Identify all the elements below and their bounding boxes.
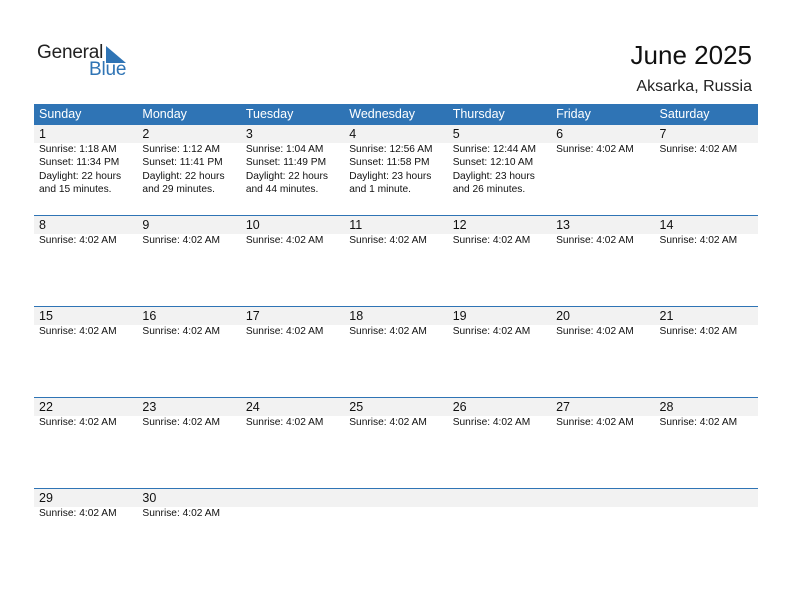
day-info-line: Daylight: 22 hours (142, 170, 225, 182)
day-number: 16 (142, 309, 157, 323)
day-cell (34, 216, 137, 247)
day-cell (448, 489, 551, 520)
day-info-line: Sunrise: 4:02 AM (556, 417, 634, 428)
day-number: 19 (452, 309, 467, 323)
day-number: 7 (659, 127, 667, 141)
day-info-line: Sunrise: 4:02 AM (245, 326, 324, 337)
day-info-line: Sunrise: 4:02 AM (349, 417, 427, 428)
calendar-grid (34, 104, 758, 579)
day-info-line: Sunrise: 4:02 AM (349, 326, 427, 337)
week-row (34, 488, 758, 579)
day-info-line: Sunrise: 1:04 AM (245, 144, 324, 155)
day-info-line: Sunset: 11:41 PM (142, 157, 223, 169)
day-cell (137, 398, 240, 429)
day-number (556, 489, 654, 507)
day-cell (655, 125, 758, 196)
day-cell (448, 398, 551, 429)
week-row (34, 215, 758, 306)
day-number: 3 (245, 127, 253, 141)
day-info-line: Sunrise: 4:02 AM (245, 417, 324, 428)
day-cell (448, 216, 551, 247)
day-cell (241, 398, 344, 429)
day-number (660, 489, 758, 507)
location-label: Aksarka, Russia (636, 78, 752, 95)
day-info-line: Daylight: 23 hours (452, 170, 535, 182)
day-cell (344, 489, 447, 520)
day-number (453, 489, 551, 507)
day-cell (655, 216, 758, 247)
day-cell (551, 489, 654, 520)
day-cell (448, 307, 551, 338)
weekday-header: Friday (556, 107, 591, 121)
day-info-line: Sunrise: 4:02 AM (142, 417, 221, 428)
day-number: 17 (245, 309, 260, 323)
day-number: 2 (142, 127, 150, 141)
day-info-line: Sunrise: 12:56 AM (349, 144, 433, 155)
day-number: 18 (349, 309, 364, 323)
day-info-line: Sunrise: 4:02 AM (39, 235, 117, 246)
day-cell (655, 398, 758, 429)
week-row (34, 125, 758, 215)
day-info-line: Sunrise: 4:02 AM (452, 417, 531, 428)
day-number (349, 489, 447, 507)
logo-text-general: General (37, 42, 104, 63)
day-number: 30 (142, 491, 157, 505)
day-info-line: Sunrise: 4:02 AM (452, 326, 531, 337)
day-info-line: and 15 minutes. (39, 183, 112, 195)
weekday-header-row (34, 104, 758, 125)
week-row (34, 397, 758, 488)
day-info-line: Sunrise: 1:18 AM (39, 144, 117, 155)
day-info-line: Daylight: 23 hours (349, 170, 432, 182)
day-cell (137, 489, 240, 520)
day-info-line: Sunrise: 4:02 AM (556, 235, 634, 246)
day-cell (655, 489, 758, 520)
day-number: 10 (245, 218, 260, 232)
day-cell (241, 307, 344, 338)
day-info-line: Sunrise: 4:02 AM (659, 326, 738, 337)
day-info-line: Sunrise: 4:02 AM (245, 235, 324, 246)
day-info-line: Sunrise: 4:02 AM (452, 235, 531, 246)
day-info-line: and 44 minutes. (245, 183, 319, 195)
day-info-line: Sunrise: 4:02 AM (556, 326, 634, 337)
day-number: 5 (452, 127, 460, 141)
day-number: 4 (349, 127, 357, 141)
day-cell (551, 307, 654, 338)
day-info-line: and 29 minutes. (142, 183, 215, 195)
day-cell (34, 307, 137, 338)
day-number: 14 (659, 218, 674, 232)
logo-text-blue: Blue (89, 59, 127, 80)
day-info-line: Sunrise: 12:44 AM (452, 144, 536, 155)
day-number: 26 (452, 400, 467, 414)
day-cell (344, 216, 447, 247)
day-number: 1 (39, 127, 46, 141)
day-info-line: Sunset: 11:34 PM (39, 157, 120, 169)
day-cell (448, 125, 551, 196)
weeks-container (34, 125, 758, 579)
day-number: 15 (39, 309, 53, 323)
weekday-header: Thursday (452, 107, 505, 121)
day-cell (344, 125, 447, 196)
day-info-line: and 26 minutes. (452, 183, 526, 195)
page-title: June 2025 (630, 40, 752, 70)
day-cell (344, 398, 447, 429)
day-number: 8 (39, 218, 46, 232)
day-info-line: Sunrise: 4:02 AM (659, 235, 738, 246)
generalblue-logo (37, 42, 137, 82)
day-number: 11 (349, 218, 363, 232)
day-cell (551, 216, 654, 247)
day-number: 13 (556, 218, 571, 232)
day-number: 6 (556, 127, 564, 141)
day-info-line: and 1 minute. (349, 183, 411, 195)
weekday-header: Sunday (39, 107, 82, 121)
day-number (246, 489, 344, 507)
day-number: 12 (452, 218, 467, 232)
day-info-line: Sunrise: 4:02 AM (39, 508, 117, 519)
day-number: 27 (556, 400, 571, 414)
day-info-line: Sunrise: 4:02 AM (142, 326, 221, 337)
day-cell (551, 125, 654, 196)
day-number: 23 (142, 400, 157, 414)
day-number: 20 (556, 309, 571, 323)
day-info-line: Sunrise: 4:02 AM (39, 326, 117, 337)
weekday-header: Saturday (659, 107, 710, 121)
day-cell (137, 125, 240, 196)
day-cell (137, 216, 240, 247)
day-info-line: Sunrise: 4:02 AM (142, 508, 221, 519)
day-number: 28 (659, 400, 674, 414)
day-cell (655, 307, 758, 338)
week-days (34, 216, 758, 247)
day-info-line: Daylight: 22 hours (39, 170, 122, 182)
day-number: 29 (39, 491, 53, 505)
day-cell (241, 489, 344, 520)
day-number: 25 (349, 400, 364, 414)
day-info-line: Sunrise: 4:02 AM (39, 417, 117, 428)
week-days (34, 125, 758, 196)
weekday-header: Wednesday (349, 107, 416, 121)
day-cell (137, 307, 240, 338)
week-days (34, 307, 758, 338)
day-number: 22 (39, 400, 53, 414)
week-row (34, 306, 758, 397)
day-info-line: Sunset: 11:58 PM (349, 157, 430, 169)
day-info-line: Sunrise: 1:12 AM (142, 144, 221, 155)
day-info-line: Sunrise: 4:02 AM (349, 235, 427, 246)
day-info-line: Sunset: 11:49 PM (245, 157, 327, 169)
day-cell (34, 489, 137, 520)
day-info-line: Sunrise: 4:02 AM (659, 417, 738, 428)
day-number: 21 (659, 309, 674, 323)
day-number: 9 (142, 218, 150, 232)
weekday-header: Monday (142, 107, 187, 121)
day-cell (34, 398, 137, 429)
day-number: 24 (245, 400, 260, 414)
week-days (34, 489, 758, 520)
day-info-line: Sunrise: 4:02 AM (142, 235, 221, 246)
day-info-line: Sunset: 12:10 AM (452, 157, 534, 169)
day-info-line: Daylight: 22 hours (245, 170, 328, 182)
day-cell (34, 125, 137, 196)
day-cell (344, 307, 447, 338)
day-info-line: Sunrise: 4:02 AM (556, 144, 634, 155)
day-cell (551, 398, 654, 429)
day-cell (241, 216, 344, 247)
weekday-header: Tuesday (245, 107, 294, 121)
week-days (34, 398, 758, 429)
day-cell (241, 125, 344, 196)
day-info-line: Sunrise: 4:02 AM (659, 144, 738, 155)
